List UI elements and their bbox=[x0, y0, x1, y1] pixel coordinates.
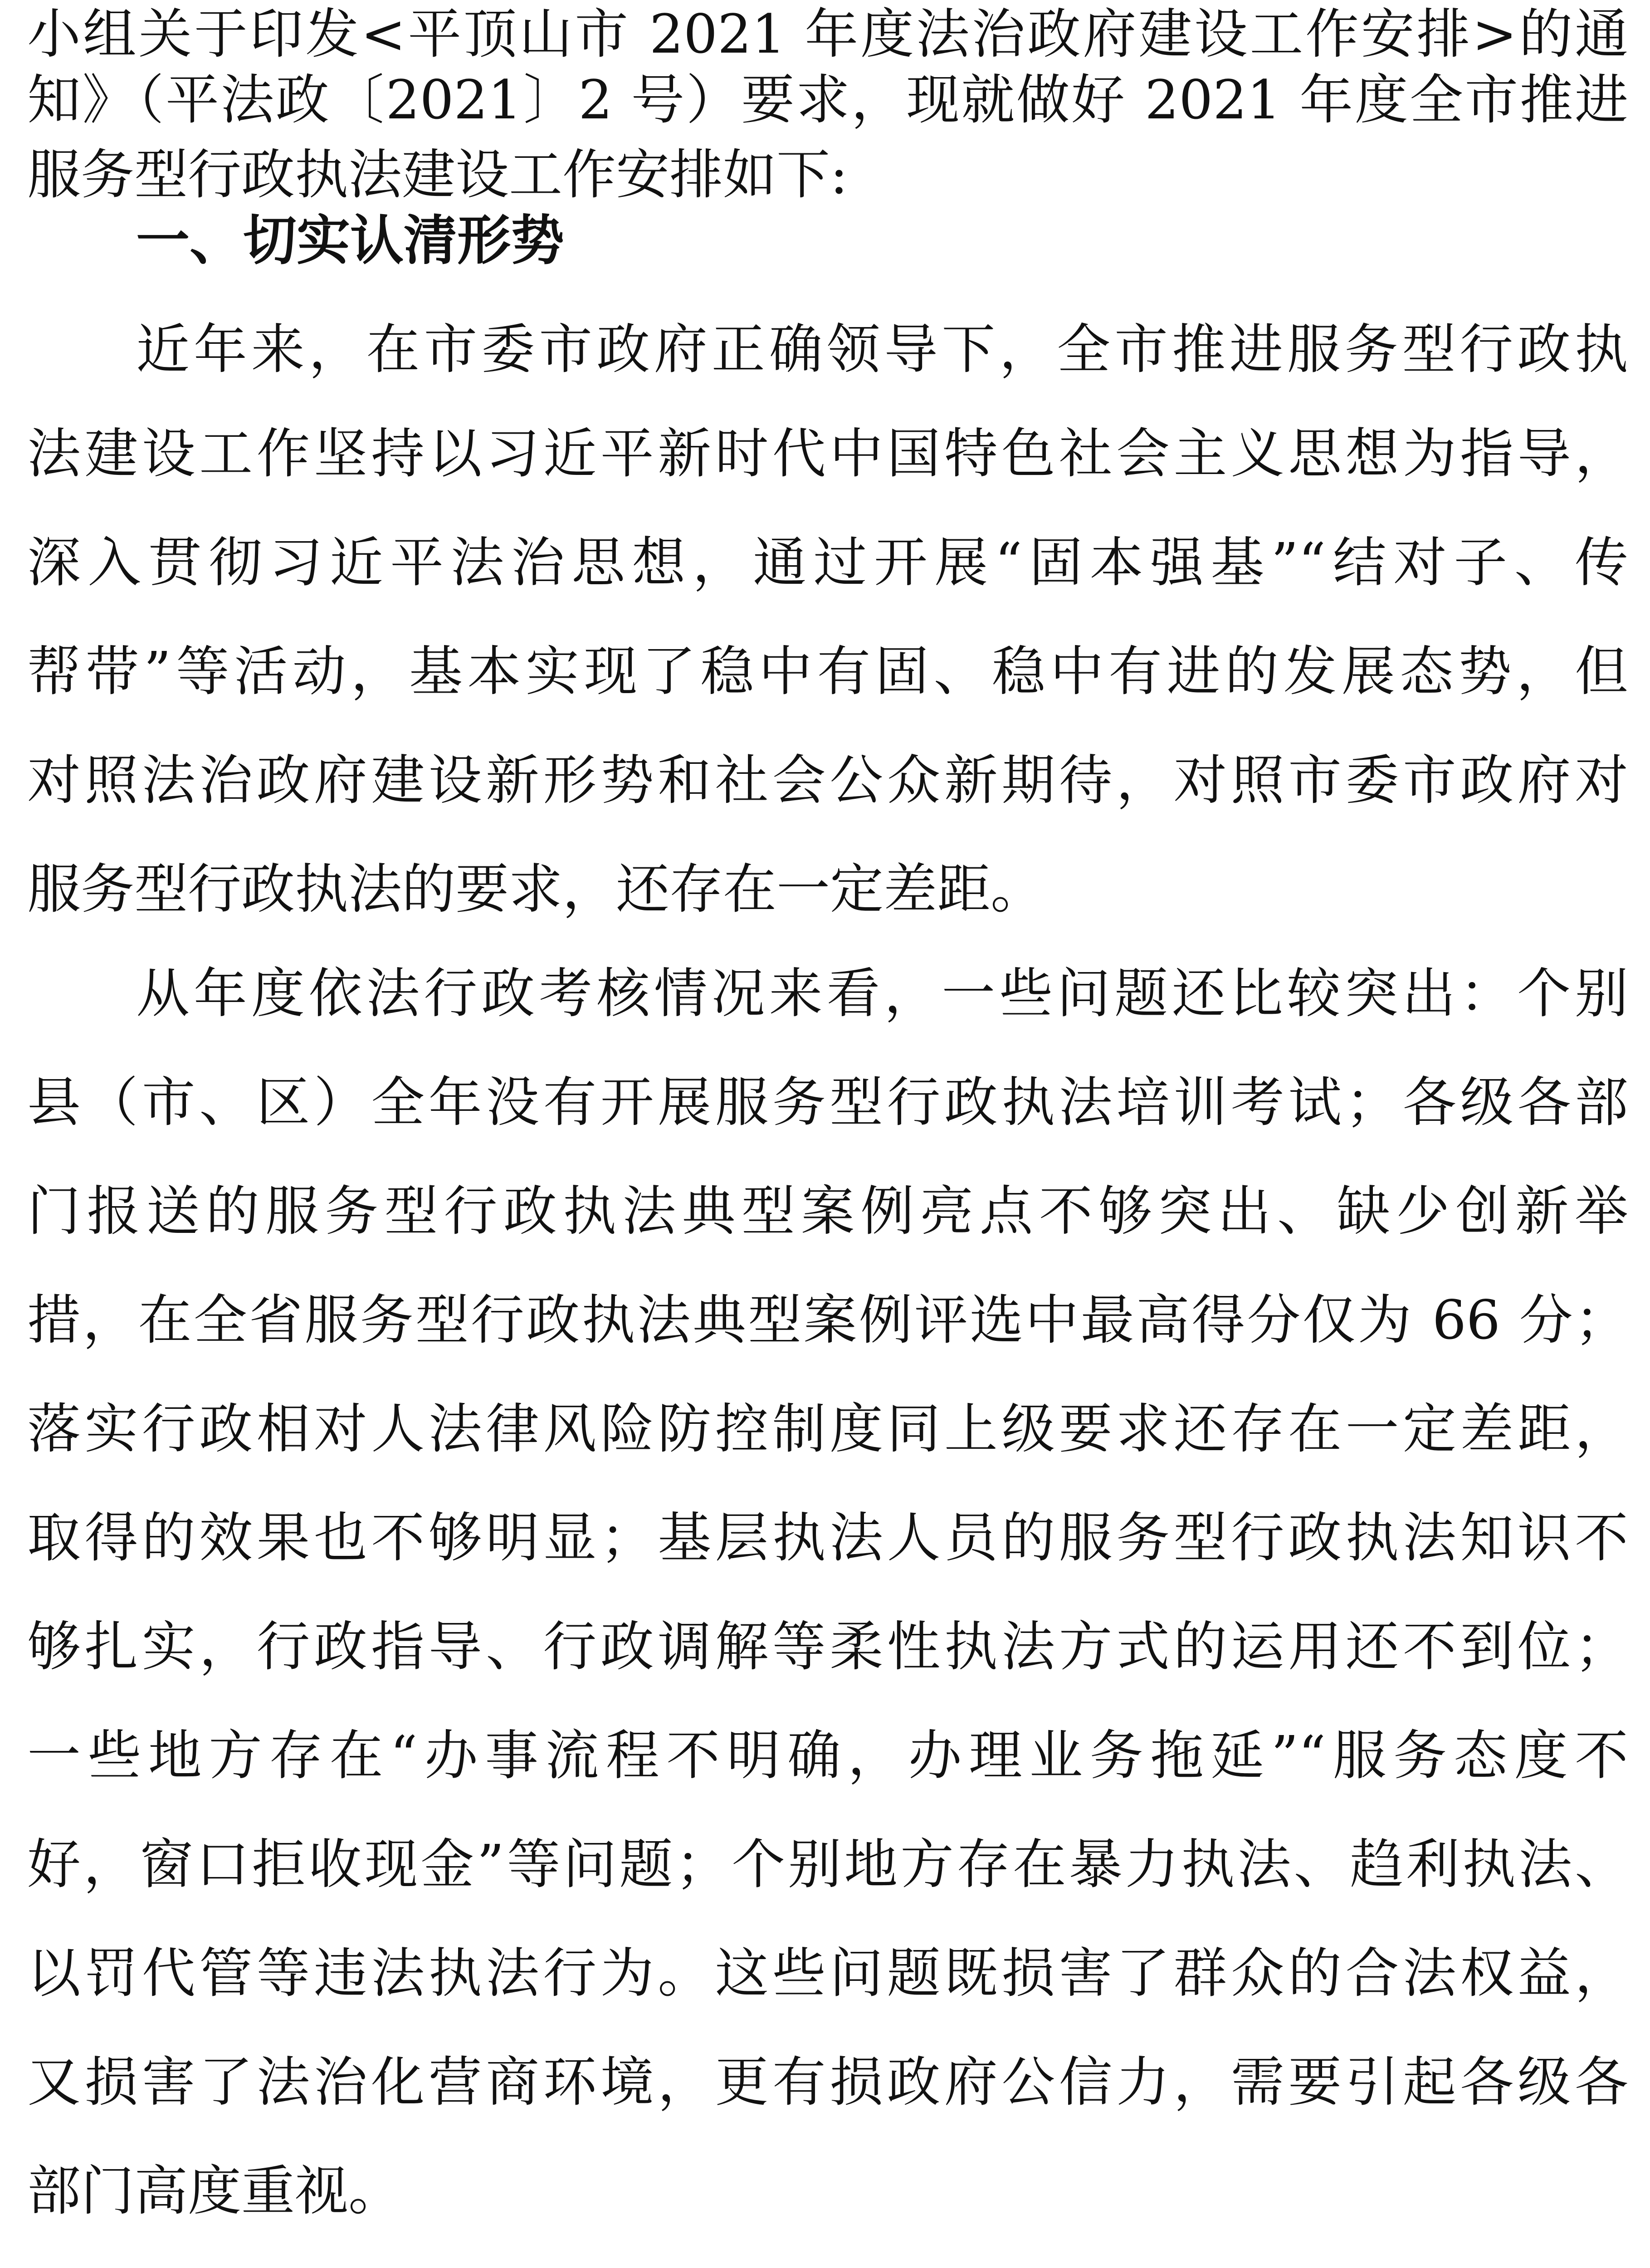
paragraph2-line-5: 落实行政相对人法律风险防控制度同上级要求还存在一定差距， bbox=[27, 1398, 1628, 1460]
paragraph2-line-3: 门报送的服务型行政执法典型案例亮点不够突出、缺少创新举 bbox=[27, 1180, 1628, 1242]
intro-line-1: 小组关于印发<平顶山市 2021 年度法治政府建设工作安排>的通 bbox=[27, 3, 1628, 65]
section-heading: 一、切实认清形势 bbox=[136, 209, 565, 272]
paragraph1-line-1: 近年来，在市委市政府正确领导下，全市推进服务型行政执 bbox=[136, 318, 1628, 381]
paragraph1-line-4: 帮带”等活动，基本实现了稳中有固、稳中有进的发展态势，但 bbox=[27, 640, 1628, 703]
paragraph2-line-2: 县（市、区）全年没有开展服务型行政执法培训考试；各级各部 bbox=[27, 1071, 1628, 1134]
paragraph2-line-9: 好，窗口拒收现金”等问题；个别地方存在暴力执法、趋利执法、 bbox=[27, 1833, 1628, 1896]
paragraph2-line-12: 部门高度重视。 bbox=[27, 2160, 402, 2222]
paragraph2-line-11: 又损害了法治化营商环境，更有损政府公信力，需要引起各级各 bbox=[27, 2051, 1628, 2113]
paragraph2-line-1: 从年度依法行政考核情况来看，一些问题还比较突出：个别 bbox=[136, 962, 1628, 1025]
paragraph2-line-8: 一些地方存在“办事流程不明确，办理业务拖延”“服务态度不 bbox=[27, 1724, 1628, 1787]
intro-line-3: 服务型行政执法建设工作安排如下: bbox=[27, 143, 848, 206]
intro-line-2: 知》（平法政〔2021〕2 号）要求，现就做好 2021 年度全市推进 bbox=[27, 68, 1628, 131]
document-page bbox=[27, 0, 1628, 2268]
paragraph2-line-7: 够扎实，行政指导、行政调解等柔性执法方式的运用还不到位； bbox=[27, 1615, 1628, 1678]
paragraph1-line-3: 深入贯彻习近平法治思想，通过开展“固本强基”“结对子、传 bbox=[27, 531, 1628, 594]
paragraph2-line-10: 以罚代管等违法执法行为。这些问题既损害了群众的合法权益， bbox=[27, 1942, 1628, 2004]
paragraph1-line-6: 服务型行政执法的要求，还存在一定差距。 bbox=[27, 858, 1045, 920]
paragraph1-line-2: 法建设工作坚持以习近平新时代中国特色社会主义思想为指导， bbox=[27, 422, 1628, 485]
paragraph1-line-5: 对照法治政府建设新形势和社会公众新期待，对照市委市政府对 bbox=[27, 749, 1628, 811]
paragraph2-line-6: 取得的效果也不够明显；基层执法人员的服务型行政执法知识不 bbox=[27, 1506, 1628, 1569]
paragraph2-line-4: 措，在全省服务型行政执法典型案例评选中最高得分仅为 66 分； bbox=[27, 1289, 1628, 1351]
